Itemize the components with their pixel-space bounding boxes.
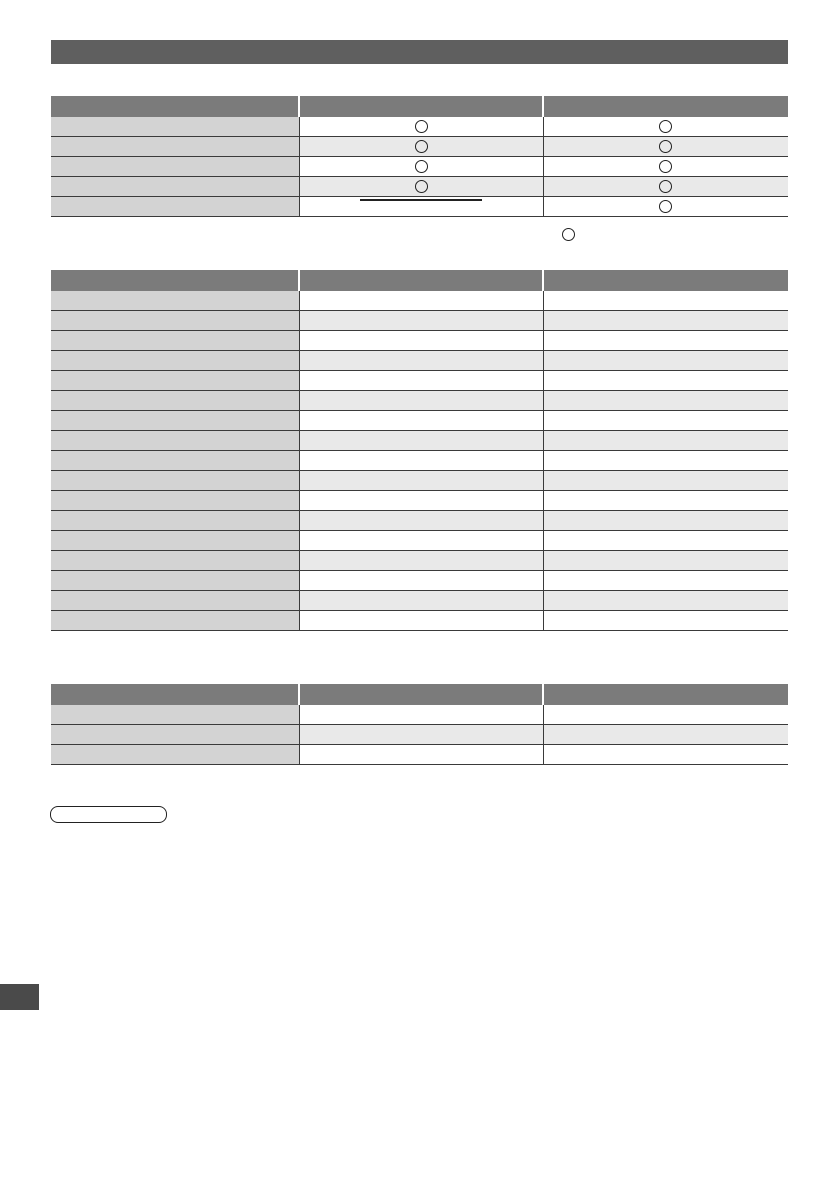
- table-cell: [543, 491, 788, 511]
- header-cell: [543, 96, 788, 117]
- table-cell: [299, 371, 543, 391]
- table-cell: [543, 591, 788, 611]
- table-cell: [299, 157, 543, 177]
- table-cell: [299, 705, 543, 725]
- table-row: [51, 471, 788, 491]
- table-cell: [299, 311, 543, 331]
- table-row: [51, 531, 788, 551]
- table-cell: [543, 331, 788, 351]
- table-row: [51, 351, 788, 371]
- table-cell: [543, 311, 788, 331]
- row-label: [51, 137, 299, 157]
- table-cell: [299, 391, 543, 411]
- table-row: [51, 311, 788, 331]
- table-cell: [543, 511, 788, 531]
- table-cell: [543, 571, 788, 591]
- row-label: [51, 197, 299, 217]
- table-cell: [543, 117, 788, 137]
- table-cell: [543, 725, 788, 745]
- row-label: [51, 371, 299, 391]
- table-header-row: [51, 96, 788, 117]
- row-label: [51, 431, 299, 451]
- table-cell: [299, 611, 543, 631]
- table-cell: [543, 137, 788, 157]
- table-cell: [543, 371, 788, 391]
- settings-table: [51, 270, 788, 631]
- table-cell: [543, 157, 788, 177]
- table-cell: [299, 531, 543, 551]
- circle-mark-icon: [415, 120, 428, 133]
- circle-mark-icon: [659, 180, 672, 193]
- row-label: [51, 391, 299, 411]
- header-cell: [543, 270, 788, 291]
- compatibility-table: [51, 96, 788, 217]
- header-cell: [51, 96, 299, 117]
- table-row: [51, 391, 788, 411]
- table-cell: [543, 431, 788, 451]
- table-row: [51, 431, 788, 451]
- row-label: [51, 157, 299, 177]
- table-row: [51, 331, 788, 351]
- table-row: [51, 177, 788, 197]
- row-label: [51, 611, 299, 631]
- table-cell: [299, 571, 543, 591]
- table-row: [51, 451, 788, 471]
- table-cell: [299, 351, 543, 371]
- table-cell: [299, 511, 543, 531]
- header-cell: [299, 684, 543, 705]
- table-row: [51, 725, 788, 745]
- table-row: [51, 491, 788, 511]
- options-table: [51, 684, 788, 765]
- table-cell: [299, 471, 543, 491]
- header-cell: [299, 270, 543, 291]
- row-label: [51, 117, 299, 137]
- table-cell: [299, 137, 543, 157]
- table-cell: [543, 531, 788, 551]
- table-row: [51, 745, 788, 765]
- table-cell: [299, 591, 543, 611]
- circle-mark-icon: [659, 160, 672, 173]
- table-cell: [543, 705, 788, 725]
- table-row: [51, 551, 788, 571]
- table-cell: [299, 411, 543, 431]
- row-label: [51, 571, 299, 591]
- row-label: [51, 471, 299, 491]
- row-label: [51, 551, 299, 571]
- table-cell: [543, 745, 788, 765]
- circle-mark-icon: [415, 160, 428, 173]
- row-label: [51, 531, 299, 551]
- header-cell: [543, 684, 788, 705]
- row-label: [51, 745, 299, 765]
- header-cell: [51, 684, 299, 705]
- row-label: [51, 451, 299, 471]
- table-cell: [299, 177, 543, 197]
- table-cell: [299, 725, 543, 745]
- table-cell: [543, 611, 788, 631]
- row-label: [51, 491, 299, 511]
- side-index-tab: [0, 984, 39, 1010]
- row-label: [51, 705, 299, 725]
- header-cell: [51, 270, 299, 291]
- table-cell: [543, 391, 788, 411]
- table-cell: [543, 291, 788, 311]
- table-cell: [543, 351, 788, 371]
- table-cell: [299, 451, 543, 471]
- table-cell: [543, 197, 788, 217]
- table-row: [51, 411, 788, 431]
- table-header-row: [51, 270, 788, 291]
- table-row: [51, 371, 788, 391]
- table-cell: [299, 117, 543, 137]
- table-cell: [299, 551, 543, 571]
- row-label: [51, 311, 299, 331]
- header-cell: [299, 96, 543, 117]
- table-row: [51, 291, 788, 311]
- table-row: [51, 137, 788, 157]
- table-cell: [543, 471, 788, 491]
- circle-mark-icon: [562, 228, 575, 241]
- circle-mark-icon: [415, 140, 428, 153]
- table-cell: [299, 291, 543, 311]
- table-cell: [299, 431, 543, 451]
- row-label: [51, 351, 299, 371]
- row-label: [51, 331, 299, 351]
- circle-mark-icon: [659, 120, 672, 133]
- section-title-bar: [51, 40, 788, 64]
- note-label-pill: [50, 806, 167, 823]
- row-label: [51, 511, 299, 531]
- table-cell: [543, 411, 788, 431]
- table-row: [51, 611, 788, 631]
- table-cell: [299, 197, 543, 217]
- table-cell: [543, 177, 788, 197]
- table-cell: [543, 551, 788, 571]
- table-row: [51, 705, 788, 725]
- row-label: [51, 177, 299, 197]
- circle-mark-icon: [659, 200, 672, 213]
- table-cell: [299, 745, 543, 765]
- table-cell: [543, 451, 788, 471]
- table-row: [51, 117, 788, 137]
- table-row: [51, 571, 788, 591]
- table-row: [51, 591, 788, 611]
- row-label: [51, 291, 299, 311]
- table-row: [51, 157, 788, 177]
- table-row: [51, 197, 788, 217]
- table-row: [51, 511, 788, 531]
- table-cell: [299, 491, 543, 511]
- table-cell: [299, 331, 543, 351]
- circle-mark-icon: [659, 140, 672, 153]
- table-header-row: [51, 684, 788, 705]
- circle-mark-icon: [415, 180, 428, 193]
- row-label: [51, 411, 299, 431]
- divider: [360, 199, 482, 201]
- row-label: [51, 725, 299, 745]
- row-label: [51, 591, 299, 611]
